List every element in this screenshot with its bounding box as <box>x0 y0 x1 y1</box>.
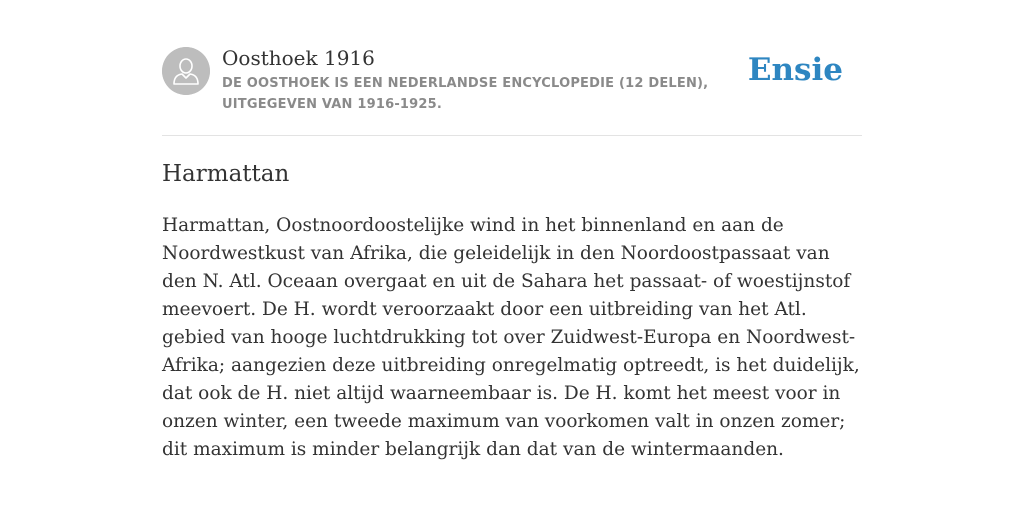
divider <box>162 135 862 136</box>
article-definition: Harmattan, Oostnoordoostelijke wind in het binnenland en aan de Noordwestkust van Afrika, die geleidelijk in den Noordoostpassaat van den N. Atl. Oceaan overgaat en uit de Sahara het passaat- of woestijnstof meevoert. De H. wordt veroorzaakt door een uitbreiding van het Atl. gebied van hooge luchtdrukking tot over Zuidwest-Europa en Noordwest-Afrika; aangezien deze uitbreiding onregelmatig optreedt, is het duidelijk, dat ook de H. niet altijd waarneembaar is. De H. komt het meest voor in onzen winter, een tweede maximum van voorkomen valt in onzen zomer; dit maximum is minder belangrijk dan dat van de wintermaanden. <box>162 215 860 460</box>
article-term: Harmattan <box>162 161 290 187</box>
source-description: DE OOSTHOEK IS EEN NEDERLANDSE ENCYCLOPEDIE (12 DELEN), UITGEGEVEN VAN 1916-1925. <box>222 76 709 112</box>
source-header <box>162 44 862 124</box>
ensie-logo[interactable]: Ensie <box>747 52 843 88</box>
user-icon <box>162 47 210 95</box>
source-title[interactable]: Oosthoek 1916 <box>222 46 375 70</box>
